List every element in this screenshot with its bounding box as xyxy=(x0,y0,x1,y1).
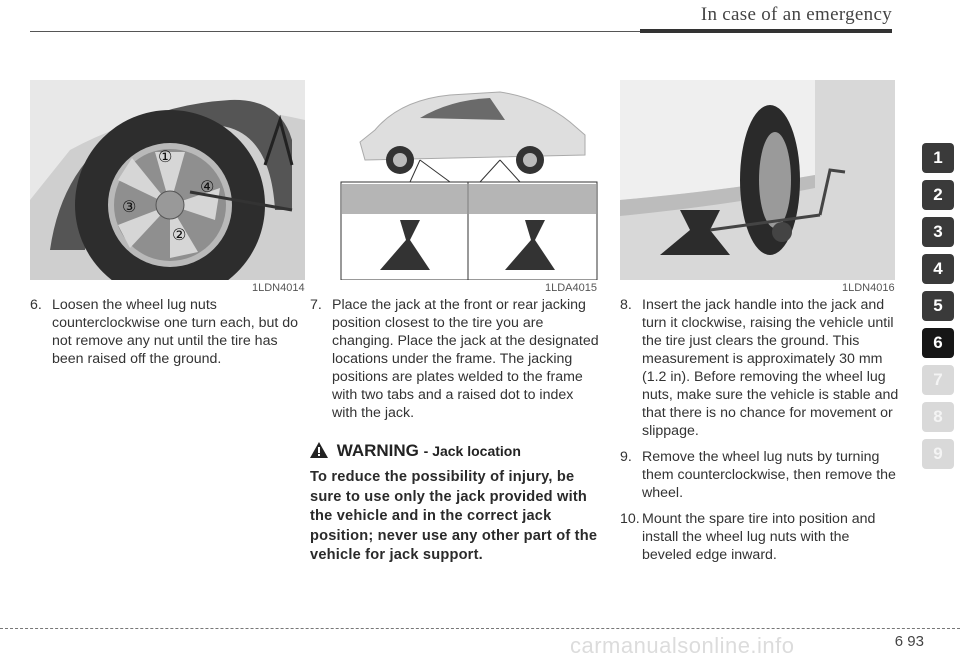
step-6 xyxy=(30,296,310,368)
column-left xyxy=(30,296,310,376)
chapter-tabs xyxy=(922,143,956,476)
step-number: 7. xyxy=(310,297,322,313)
warning-icon xyxy=(310,442,328,458)
step-text: Remove the wheel lug nuts by turning them counterclockwise, then remove the wheel. xyxy=(642,449,896,501)
chapter-tab-5[interactable]: 5 xyxy=(922,291,954,321)
step-number: 6. xyxy=(30,297,42,313)
step-number: 10. xyxy=(620,511,640,527)
warning-title: WARNING xyxy=(336,441,419,460)
chapter-tab-1[interactable]: 1 xyxy=(922,143,954,173)
wheel-lug-nut-figure xyxy=(30,80,305,280)
jack-position-figure xyxy=(340,80,598,280)
warning-subtitle: - Jack location xyxy=(423,443,521,459)
figure-code-2: 1LDA4015 xyxy=(545,282,597,294)
header-rule-accent xyxy=(640,29,892,33)
column-middle xyxy=(310,296,600,566)
step-text: Loosen the wheel lug nuts counterclockwise one turn each, but do not remove any nut until the tire has been raised off the ground. xyxy=(52,297,299,367)
chapter-tab-9[interactable]: 9 xyxy=(922,439,954,469)
lug-label-1: ① xyxy=(158,147,173,166)
step-text: Mount the spare tire into position and install the wheel lug nuts with the beveled edge inward. xyxy=(642,511,876,563)
chapter-tab-3[interactable]: 3 xyxy=(922,217,954,247)
lug-label-3: ③ xyxy=(122,197,137,216)
step-7 xyxy=(310,296,600,422)
jack-lifting-figure xyxy=(620,80,895,280)
step-10 xyxy=(620,510,900,564)
lug-label-2: ② xyxy=(172,225,187,244)
chapter-tab-8[interactable]: 8 xyxy=(922,402,954,432)
warning-heading xyxy=(310,442,600,460)
chapter-tab-7[interactable]: 7 xyxy=(922,365,954,395)
step-text: Insert the jack handle into the jack and turn it clockwise, raising the vehicle until the tire just clears the ground. This measurement is approximately 30 mm (1.2 in). Before removing the wheel lug nuts, make sure the vehicle is stable and that there is no chance for movement or slippage. xyxy=(642,297,899,439)
column-right xyxy=(620,296,900,572)
watermark: carmanualsonline.info xyxy=(570,633,795,658)
step-9 xyxy=(620,448,900,502)
page-number: 6 93 xyxy=(894,633,924,650)
jack-handle-illustration xyxy=(620,80,895,280)
warning-text: To reduce the possibility of injury, be sure to use only the jack provided with the vehicle and in the correct jack position; never use any other part of the vehicle for jack support. xyxy=(310,469,598,563)
footer-rule xyxy=(0,628,960,629)
step-number: 9. xyxy=(620,449,632,465)
figure-code-3: 1LDN4016 xyxy=(842,282,895,294)
car-jack-illustration xyxy=(340,80,598,280)
step-text: Place the jack at the front or rear jacking position closest to the tire you are changing. Place the jack at the designated locations under the frame. The jacking positions are plates welded to the frame with two tabs and a raised dot to index with the jack. xyxy=(332,297,599,421)
chapter-tab-2[interactable]: 2 xyxy=(922,180,954,210)
figure-code-1: 1LDN4014 xyxy=(252,282,305,294)
step-8 xyxy=(620,296,900,440)
lug-label-4: ④ xyxy=(200,177,215,196)
header-title: In case of an emergency xyxy=(700,4,892,25)
wheel-illustration xyxy=(30,80,305,280)
chapter-tab-6[interactable]: 6 xyxy=(922,328,954,358)
step-number: 8. xyxy=(620,297,632,313)
chapter-tab-4[interactable]: 4 xyxy=(922,254,954,284)
